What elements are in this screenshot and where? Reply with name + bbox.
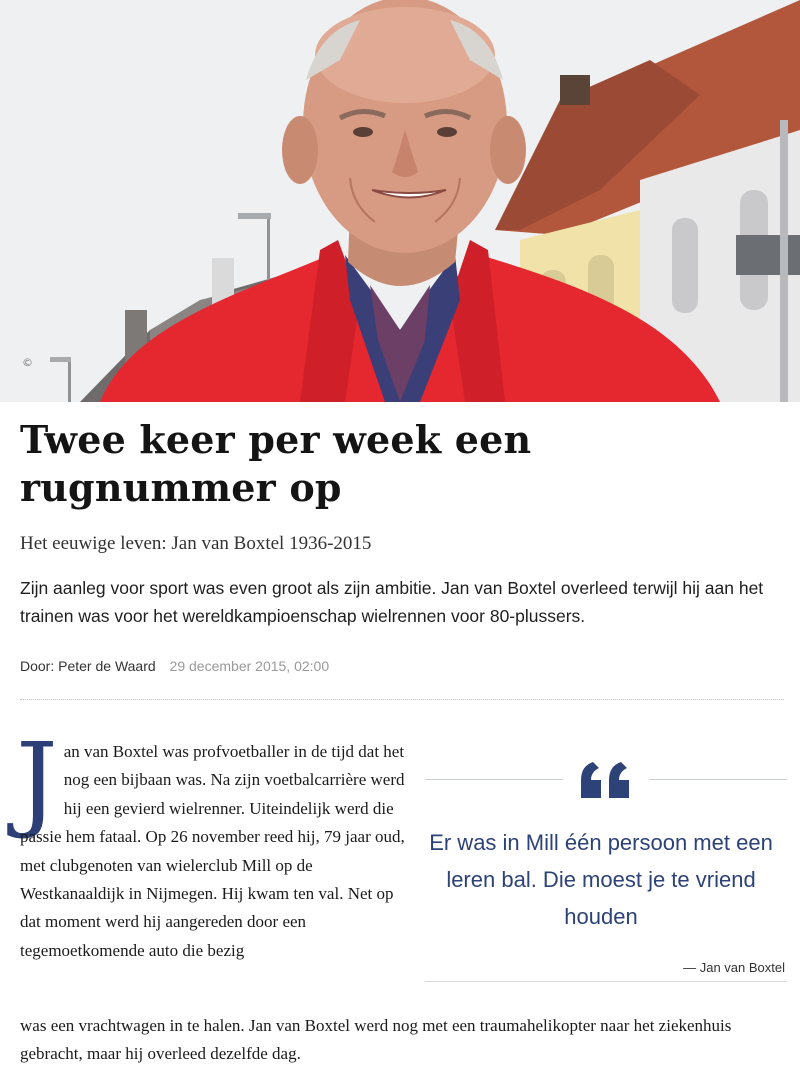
quote-rule-bottom — [425, 981, 787, 982]
byline — [20, 658, 329, 674]
article-body-continued — [20, 1012, 790, 1069]
dotted-divider — [20, 699, 784, 700]
quote-mark-icon — [579, 760, 633, 800]
hero-photo — [0, 0, 800, 402]
article-body — [16, 720, 415, 965]
quote-author: — Jan van Boxtel — [683, 960, 785, 975]
article-subtitle: Het eeuwige leven: Jan van Boxtel 1936-2015 — [20, 533, 372, 554]
copyright-mark: © — [22, 356, 33, 369]
article-intro: Zijn aanleg voor sport was even groot als zijn ambitie. Jan van Boxtel overleed terwijl hij aan het trainen was voor het wereldkampioenschap wielrennen voor 80-plussers. — [20, 578, 764, 626]
body-paragraph: an van Boxtel was profvoetballer in de tijd dat het nog een bijbaan was. Na zijn voetbalcarrière werd hij een gevierd wielrenner. Uiteindelijk werd die passie hem fataal. Op 26 november reed hij, 79 jaar oud, met clubgenoten van wielerclub Mill op de Westkanaaldijk in Nijmegen. Hij kwam ten val. Net op dat moment werd hij aangereden door een tegemoetkomende auto die bezig — [20, 742, 405, 960]
quote-rule-left — [425, 779, 563, 780]
portrait-photo — [0, 0, 800, 402]
article-headline: Twee keer per week een rugnummer op — [20, 417, 532, 510]
quote-text: Er was in Mill één persoon met een leren bal. Die moest je te vriend houden — [429, 830, 773, 929]
publish-date: 29 december 2015, 02:00 — [169, 658, 330, 674]
author-link[interactable]: Door: Peter de Waard — [20, 658, 156, 674]
quote-rule-right — [649, 779, 787, 780]
body-paragraph: was een vrachtwagen in te halen. Jan van Boxtel werd nog met een traumahelikopter naar het ziekenhuis gebracht, maar hij overleed dezelfde dag. — [20, 1016, 732, 1064]
drop-cap: J — [16, 720, 58, 842]
pull-quote — [425, 750, 787, 982]
